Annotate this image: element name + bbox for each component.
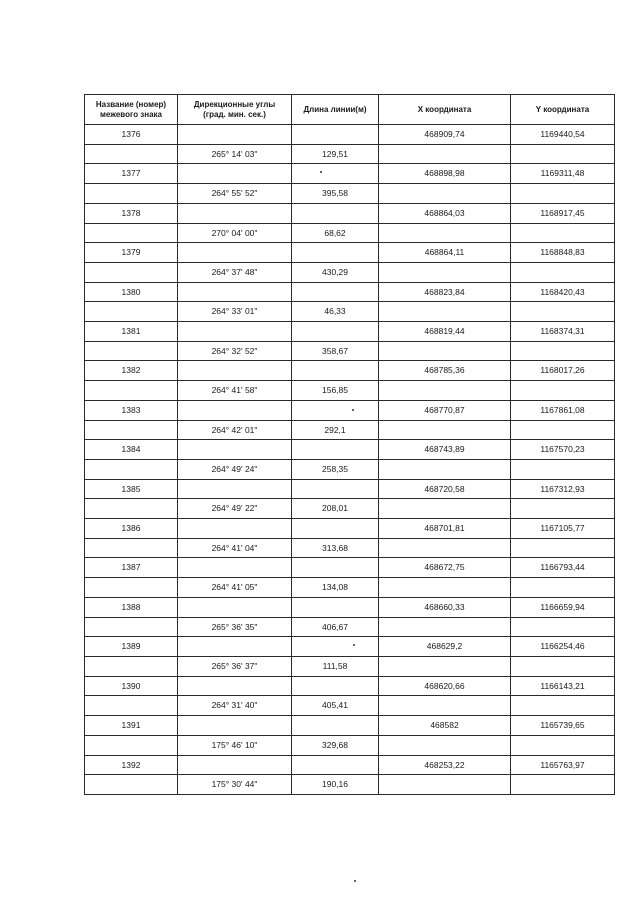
line-length-cell: 430,29 (292, 262, 379, 282)
direction-angle-cell (178, 322, 292, 342)
x-coordinate-cell (379, 775, 511, 795)
table-row (85, 519, 615, 539)
x-coordinate-cell (379, 735, 511, 755)
direction-angle-cell: 264° 32' 52" (178, 341, 292, 361)
x-coordinate-cell: 468898,98 (379, 164, 511, 184)
x-coordinate-cell (379, 341, 511, 361)
x-coordinate-cell (379, 420, 511, 440)
direction-angle-cell: 264° 33' 01" (178, 302, 292, 322)
direction-angle-cell: 264° 41' 05" (178, 578, 292, 598)
y-coordinate-cell (511, 223, 615, 243)
direction-angle-cell (178, 637, 292, 657)
x-coordinate-cell: 468864,03 (379, 203, 511, 223)
x-coordinate-cell (379, 538, 511, 558)
mark-name-cell: 1392 (85, 755, 178, 775)
direction-angle-cell (178, 597, 292, 617)
direction-angle-cell (178, 400, 292, 420)
scan-speck (320, 171, 322, 173)
line-length-cell (292, 637, 379, 657)
y-coordinate-cell (511, 459, 615, 479)
x-coordinate-cell (379, 617, 511, 637)
table-row (85, 499, 615, 519)
table-body (85, 125, 615, 795)
table-row (85, 735, 615, 755)
mark-name-cell: 1385 (85, 479, 178, 499)
mark-name-cell (85, 144, 178, 164)
line-length-cell: 68,62 (292, 223, 379, 243)
x-coordinate-cell (379, 223, 511, 243)
mark-name-cell: 1381 (85, 322, 178, 342)
mark-name-cell (85, 341, 178, 361)
y-coordinate-cell: 1168017,26 (511, 361, 615, 381)
scan-speck (354, 880, 356, 882)
y-coordinate-cell: 1167570,23 (511, 440, 615, 460)
y-coordinate-cell: 1166659,94 (511, 597, 615, 617)
table-row (85, 578, 615, 598)
mark-name-cell: 1376 (85, 125, 178, 145)
direction-angle-cell: 265° 36' 35" (178, 617, 292, 637)
y-coordinate-cell: 1166143,21 (511, 676, 615, 696)
x-coordinate-cell: 468253,22 (379, 755, 511, 775)
y-coordinate-cell: 1168420,43 (511, 282, 615, 302)
table-row (85, 440, 615, 460)
direction-angle-cell (178, 558, 292, 578)
table-row (85, 459, 615, 479)
mark-name-cell: 1391 (85, 716, 178, 736)
direction-angle-cell (178, 361, 292, 381)
direction-angle-cell (178, 125, 292, 145)
x-coordinate-cell: 468864,11 (379, 243, 511, 263)
mark-name-cell (85, 578, 178, 598)
direction-angle-cell (178, 243, 292, 263)
coordinates-table (84, 94, 615, 795)
y-coordinate-cell (511, 578, 615, 598)
mark-name-cell (85, 499, 178, 519)
line-length-cell (292, 125, 379, 145)
line-length-cell: 358,67 (292, 341, 379, 361)
mark-name-cell (85, 538, 178, 558)
table-row (85, 302, 615, 322)
line-length-cell: 129,51 (292, 144, 379, 164)
mark-name-cell: 1383 (85, 400, 178, 420)
mark-name-cell (85, 459, 178, 479)
line-length-cell: 46,33 (292, 302, 379, 322)
line-length-cell (292, 400, 379, 420)
mark-name-cell (85, 262, 178, 282)
direction-angle-cell: 264° 41' 58" (178, 381, 292, 401)
y-coordinate-cell (511, 262, 615, 282)
mark-name-cell: 1380 (85, 282, 178, 302)
line-length-cell: 208,01 (292, 499, 379, 519)
x-coordinate-cell (379, 184, 511, 204)
mark-name-cell: 1387 (85, 558, 178, 578)
direction-angle-cell: 264° 55' 52" (178, 184, 292, 204)
table-header-row (85, 95, 615, 125)
direction-angle-cell: 264° 49' 22" (178, 499, 292, 519)
direction-angle-cell: 264° 49' 24" (178, 459, 292, 479)
table-row (85, 755, 615, 775)
mark-name-cell (85, 656, 178, 676)
direction-angle-cell: 264° 37' 48" (178, 262, 292, 282)
y-coordinate-cell: 1169440,54 (511, 125, 615, 145)
y-coordinate-cell: 1169311,48 (511, 164, 615, 184)
mark-name-cell: 1382 (85, 361, 178, 381)
line-length-cell (292, 203, 379, 223)
header-y-coordinate: Y координата (511, 95, 615, 125)
x-coordinate-cell (379, 302, 511, 322)
direction-angle-cell: 175° 46' 10" (178, 735, 292, 755)
table-row (85, 479, 615, 499)
mark-name-cell: 1384 (85, 440, 178, 460)
mark-name-cell: 1389 (85, 637, 178, 657)
table-row (85, 538, 615, 558)
line-length-cell (292, 597, 379, 617)
mark-name-cell (85, 381, 178, 401)
direction-angle-cell (178, 519, 292, 539)
line-length-cell: 406,67 (292, 617, 379, 637)
table-row (85, 637, 615, 657)
y-coordinate-cell (511, 735, 615, 755)
mark-name-cell (85, 735, 178, 755)
x-coordinate-cell: 468629,2 (379, 637, 511, 657)
table-row (85, 716, 615, 736)
line-length-cell: 405,41 (292, 696, 379, 716)
mark-name-cell: 1386 (85, 519, 178, 539)
table-row (85, 322, 615, 342)
y-coordinate-cell (511, 538, 615, 558)
mark-name-cell: 1390 (85, 676, 178, 696)
x-coordinate-cell: 468720,58 (379, 479, 511, 499)
table-row (85, 558, 615, 578)
x-coordinate-cell (379, 459, 511, 479)
direction-angle-cell (178, 716, 292, 736)
line-length-cell (292, 558, 379, 578)
table-row (85, 341, 615, 361)
line-length-cell (292, 243, 379, 263)
direction-angle-cell: 270° 04' 00" (178, 223, 292, 243)
mark-name-cell (85, 184, 178, 204)
y-coordinate-cell: 1167861,08 (511, 400, 615, 420)
y-coordinate-cell: 1168848,83 (511, 243, 615, 263)
direction-angle-cell: 175° 30' 44" (178, 775, 292, 795)
y-coordinate-cell: 1168917,45 (511, 203, 615, 223)
table-row (85, 597, 615, 617)
y-coordinate-cell (511, 341, 615, 361)
x-coordinate-cell: 468672,75 (379, 558, 511, 578)
y-coordinate-cell: 1168374,31 (511, 322, 615, 342)
table-row (85, 361, 615, 381)
y-coordinate-cell: 1167312,93 (511, 479, 615, 499)
table-row (85, 125, 615, 145)
table-row (85, 164, 615, 184)
header-x-coordinate: X координата (379, 95, 511, 125)
table-row (85, 243, 615, 263)
y-coordinate-cell: 1165763,97 (511, 755, 615, 775)
x-coordinate-cell (379, 262, 511, 282)
line-length-cell: 292,1 (292, 420, 379, 440)
y-coordinate-cell (511, 420, 615, 440)
y-coordinate-cell (511, 381, 615, 401)
y-coordinate-cell: 1166793,44 (511, 558, 615, 578)
table-row (85, 400, 615, 420)
line-length-cell (292, 282, 379, 302)
x-coordinate-cell: 468770,87 (379, 400, 511, 420)
x-coordinate-cell (379, 696, 511, 716)
mark-name-cell (85, 696, 178, 716)
y-coordinate-cell: 1166254,46 (511, 637, 615, 657)
scan-speck (352, 409, 354, 411)
x-coordinate-cell: 468743,89 (379, 440, 511, 460)
x-coordinate-cell (379, 499, 511, 519)
x-coordinate-cell: 468909,74 (379, 125, 511, 145)
mark-name-cell: 1377 (85, 164, 178, 184)
line-length-cell (292, 322, 379, 342)
x-coordinate-cell: 468660,33 (379, 597, 511, 617)
x-coordinate-cell: 468785,36 (379, 361, 511, 381)
scan-speck (353, 644, 355, 646)
line-length-cell (292, 440, 379, 460)
table-row (85, 381, 615, 401)
direction-angle-cell: 265° 14' 03" (178, 144, 292, 164)
x-coordinate-cell (379, 144, 511, 164)
line-length-cell: 111,58 (292, 656, 379, 676)
table-row (85, 184, 615, 204)
direction-angle-cell: 264° 31' 40" (178, 696, 292, 716)
y-coordinate-cell (511, 696, 615, 716)
y-coordinate-cell: 1167105,77 (511, 519, 615, 539)
table-row (85, 223, 615, 243)
header-direction-angles: Дирекционные углы (град. мин. сек.) (178, 95, 292, 125)
x-coordinate-cell (379, 381, 511, 401)
line-length-cell (292, 755, 379, 775)
line-length-cell (292, 716, 379, 736)
direction-angle-cell (178, 676, 292, 696)
line-length-cell: 156,85 (292, 381, 379, 401)
line-length-cell: 395,58 (292, 184, 379, 204)
table-row (85, 203, 615, 223)
x-coordinate-cell (379, 578, 511, 598)
line-length-cell (292, 519, 379, 539)
line-length-cell (292, 164, 379, 184)
mark-name-cell (85, 302, 178, 322)
mark-name-cell: 1388 (85, 597, 178, 617)
direction-angle-cell: 265° 36' 37" (178, 656, 292, 676)
y-coordinate-cell (511, 656, 615, 676)
header-line-length: Длина линии(м) (292, 95, 379, 125)
line-length-cell: 313,68 (292, 538, 379, 558)
table-row (85, 617, 615, 637)
header-boundary-mark: Название (номер) межевого знака (85, 95, 178, 125)
x-coordinate-cell: 468823,84 (379, 282, 511, 302)
direction-angle-cell: 264° 42' 01" (178, 420, 292, 440)
line-length-cell: 190,16 (292, 775, 379, 795)
table-row (85, 696, 615, 716)
direction-angle-cell: 264° 41' 04" (178, 538, 292, 558)
line-length-cell (292, 676, 379, 696)
table-row (85, 420, 615, 440)
direction-angle-cell (178, 203, 292, 223)
x-coordinate-cell: 468582 (379, 716, 511, 736)
table-row (85, 775, 615, 795)
direction-angle-cell (178, 755, 292, 775)
line-length-cell (292, 361, 379, 381)
x-coordinate-cell: 468701,81 (379, 519, 511, 539)
mark-name-cell (85, 420, 178, 440)
mark-name-cell (85, 223, 178, 243)
mark-name-cell: 1378 (85, 203, 178, 223)
y-coordinate-cell (511, 775, 615, 795)
y-coordinate-cell (511, 499, 615, 519)
y-coordinate-cell (511, 617, 615, 637)
mark-name-cell (85, 617, 178, 637)
line-length-cell (292, 479, 379, 499)
table-row (85, 676, 615, 696)
x-coordinate-cell (379, 656, 511, 676)
table-row (85, 656, 615, 676)
direction-angle-cell (178, 479, 292, 499)
direction-angle-cell (178, 282, 292, 302)
direction-angle-cell (178, 440, 292, 460)
x-coordinate-cell: 468620,66 (379, 676, 511, 696)
line-length-cell: 329,68 (292, 735, 379, 755)
y-coordinate-cell (511, 144, 615, 164)
mark-name-cell: 1379 (85, 243, 178, 263)
y-coordinate-cell: 1165739,65 (511, 716, 615, 736)
y-coordinate-cell (511, 184, 615, 204)
mark-name-cell (85, 775, 178, 795)
line-length-cell: 258,35 (292, 459, 379, 479)
direction-angle-cell (178, 164, 292, 184)
table-row (85, 144, 615, 164)
x-coordinate-cell: 468819,44 (379, 322, 511, 342)
y-coordinate-cell (511, 302, 615, 322)
table-row (85, 262, 615, 282)
line-length-cell: 134,08 (292, 578, 379, 598)
table-row (85, 282, 615, 302)
